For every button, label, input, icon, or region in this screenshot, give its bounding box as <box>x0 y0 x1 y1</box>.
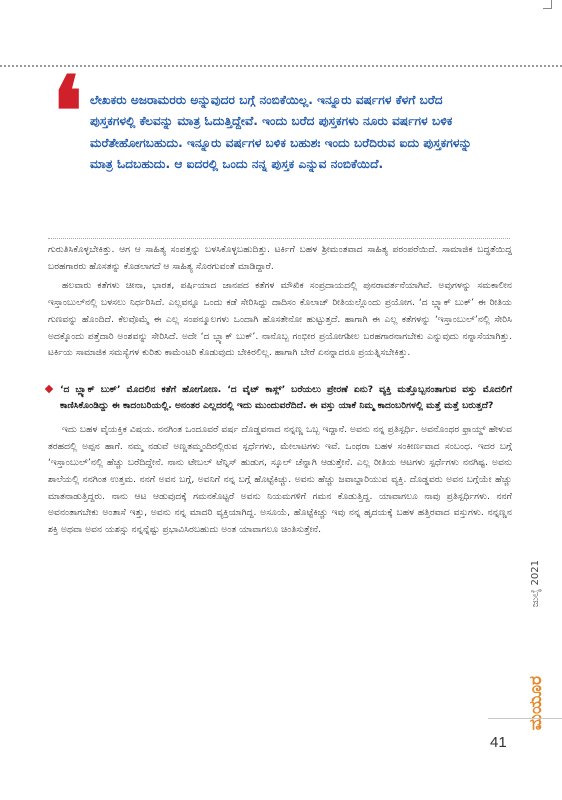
magazine-logo: ಮಯೂರ <box>526 675 546 730</box>
quote-mark-icon: ❛ <box>52 55 83 168</box>
side-masthead <box>521 560 551 730</box>
paragraph: ಗುರುತಿಸಿಕೊಳ್ಳಬೇಕಿತ್ತು. ಆಗ ಆ ಸಾಹಿತ್ಯ ಸಂಪತ್ತನ್ನು ಬಳಸಿಕೊಳ್ಳಬಹುದಿತ್ತು. ಟರ್ಕಿಗೆ ಬಹಳ ಶ್ರೀಮಂತವಾದ ಸಾಹಿತ್ಯ ಪರಂಪರೆಯಿದೆ. ಸಾಮಾಜಿಕ ಬದ್ಧತೆಯಿದ್ದ ಬರಹಗಾರರು ಹೊಸತನ್ನು ಕೊಡಲಾಗದೆ ಆ ಸಾಹಿತ್ಯ ಸೊರಗುವಂತೆ ಮಾಡಿದ್ದಾರೆ. <box>48 244 512 272</box>
paragraph: ಇದು ಬಹಳ ವೈಯಕ್ತಿಕ ವಿಷಯ. ನನಗಿಂತ ಒಂದೂವರೆ ವರ್ಷ ದೊಡ್ಡವನಾದ ನನ್ನಣ್ಣ ಒಬ್ಬ ಇದ್ದಾನೆ. ಅವನು ನನ್ನ ಪ್ರತಿಸ್ಪರ್ಧಿ. ಅವನೊಂಥರ ಫ್ರಾಯ್ಡ್ ಹೇಳುವ ತರಹದಲ್ಲಿ ಅಪ್ಪನ ಹಾಗೆ. ನಮ್ಮ ನಡುವೆ ಅಣ್ಣತಮ್ಮಂದಿರಲ್ಲಿರುವ ಸ್ಪರ್ಧೆಗಳು, ಮೇಲಾಟಗಳು ಇವೆ. ಒಂಥರಾ ಬಹಳ ಸಂಕೀರ್ಣವಾದ ಸಂಬಂಧ. ಇದರ ಬಗ್ಗೆ ‘ಇಸ್ತಾಂಬುಲ್’ನಲ್ಲಿ ಹೆಚ್ಚು ಬರೆದಿದ್ದೇನೆ. ನಾನು ಟೇಬಲ್ ಟೆನ್ನಿಸ್ ಹುಡುಗ, ಸ್ಕೂಲ್ ಚೆನ್ನಾಗಿ ಆಡುತ್ತೇನೆ. ಎಲ್ಲ ರೀತಿಯ ಆಟಗಳು ಸ್ಪರ್ಧೆಗಳು ನನಗಿಷ್ಟ. ಅವನು ಶಾಲೆಯಲ್ಲಿ ನನಗಿಂತ ಉತ್ತಮ. ನನಗೆ ಅವನ ಬಗ್ಗೆ, ಅವನಿಗೆ ನನ್ನ ಬಗ್ಗೆ ಹೊಟ್ಟೆಕಿಚ್ಚು. ಅವನು ಹೆಚ್ಚು ಜವಾಬ್ದಾರಿಯುವ ವ್ಯಕ್ತಿ. ದೊಡ್ಡವರು ಅವನ ಬಗ್ಗೆಯೇ ಹೆಚ್ಚು ಮಾತನಾಡುತ್ತಿದ್ದರು. ನಾನು ಆಟ ಆಡುವುದಕ್ಕೆ ಗಮನಕೊಟ್ಟರೆ ಅವನು ನಿಯಮಗಳಿಗೆ ಗಮನ ಕೊಡುತ್ತಿದ್ದ. ಯಾವಾಗಲೂ ನಾವು ಪ್ರತಿಸ್ಪರ್ಧಿಗಳು. ನನಗೆ ಅವನಂತಾಗಬೇಕು ಅಂತಾಸೆ ಇತ್ತು, ಅವನು ನನ್ನ ಮಾದರಿ ವ್ಯಕ್ತಿಯಾಗಿದ್ದ. ಅಸೂಯೆ, ಹೊಟ್ಟೆಕಿಚ್ಚು ಇವು ನನ್ನ ಹೃದಯಕ್ಕೆ ಬಹಳ ಹತ್ತಿರವಾದ ವಸ್ತುಗಳು. ನನ್ನಣ್ಣನ ಶಕ್ತಿ ಅಥವಾ ಅವನ ಯಶಸ್ಸು ನನ್ನನ್ನೆಷ್ಟು ಪ್ರಭಾವಿಸಿರಬಹುದು ಅಂತ ಯಾವಾಗಲೂ ಚಿಂತಿಸುತ್ತೇನೆ. <box>48 423 512 536</box>
dotted-divider <box>0 65 562 67</box>
crop-mark <box>543 0 552 9</box>
question-text: ‘ದ ಬ್ಲ್ಯಾಕ್ ಬುಕ್’ ಮೊದಲಿನ ಕತೆಗೆ ಹೋಗೋಣ. ‘ದ ವೈಟ್ ಕಾಸ್ಲ್’ ಬರೆಯಲು ಪ್ರೇರಣೆ ಏನು? ವ್ಯಕ್ತಿ ಮತ್ತೊಬ್ಬನಂತಾಗುವ ವಸ್ತು ಮೊದಲಿಗೆ ಕಾಣಿಸಿಕೊಂಡಿದ್ದು ಈ ಕಾದಂಬರಿಯಲ್ಲಿ. ಅನಂತರ ಎಲ್ಲದರಲ್ಲಿ ಇದು ಮುಂದುವರೆದಿದೆ. ಈ ವಸ್ತು ಯಾಕೆ ನಿಮ್ಮ ಕಾದಂಬರಿಗಳಲ್ಲಿ ಮತ್ತೆ ಮತ್ತೆ ಬರುತ್ತದೆ? <box>60 383 512 412</box>
page-number-rule <box>488 718 562 719</box>
page-number: 41 <box>490 734 507 751</box>
diamond-bullet-icon <box>45 385 53 393</box>
issue-date: ಜುಲೈ 2021 <box>530 560 541 608</box>
interview-question <box>48 382 512 415</box>
pull-quote: ಲೇಖಕರು ಅಜರಾಮರರು ಅನ್ನುವುದರ ಬಗ್ಗೆ ನಂಬಿಕೆಯಿಲ್ಲ. ಇನ್ನೂರು ವರ್ಷಗಳ ಕೆಳಗೆ ಬರೆದ ಪುಸ್ತಕಗಳಲ್ಲಿ ಕೆಲವನ್ನು ಮಾತ್ರ ಓದುತ್ತಿದ್ದೇವೆ. ಇಂದು ಬರೆದ ಪುಸ್ತಕಗಳು ನೂರು ವರ್ಷಗಳ ಬಳಿಕ ಮರೆತೇಹೋಗಬಹುದು. ಇನ್ನೂರು ವರ್ಷಗಳ ಬಳಿಕ ಬಹುಶಃ ಇಂದು ಬರೆದಿರುವ ಐದು ಪುಸ್ತಕಗಳನ್ನು ಮಾತ್ರ ಓದಬಹುದು. ಆ ಐದರಲ್ಲಿ ಒಂದು ನನ್ನ ಪುಸ್ತಕ ಎನ್ನುವ ನಂಬಿಕೆಯಿದೆ. <box>90 93 472 171</box>
pull-quote-divider <box>48 238 510 239</box>
article-body <box>48 242 512 539</box>
paragraph: ಹಲವಾರು ಕತೆಗಳು ಚೀನಾ, ಭಾರತ, ಪರ್ಷಿಯಾದ ಜಾನಪದ ಕತೆಗಳ ಮೌಖಿಕ ಸಂಪ್ರದಾಯದಲ್ಲಿ ಪುನರಾವರ್ತನೆಯಾಗಿವೆ. ಅವುಗಳನ್ನು ಸಮಕಾಲೀನ ಇಸ್ತಾಂಬುಲ್‌ನಲ್ಲಿ ಬಳಸಲು ನಿರ್ಧರಿಸಿದೆ. ಎಲ್ಲವನ್ನೂ ಒಂದು ಕಡೆ ಸೇರಿಸಿದ್ದು ದಾದಿಸಂ ಕೊಲಾಜ್ ರೀತಿಯಲ್ಲೊಂದು ಪ್ರಯೋಗ. ‘ದ ಬ್ಲ್ಯಾಕ್ ಬುಕ್’ ಈ ರೀತಿಯ ಗುಣವನ್ನು ಹೊಂದಿದೆ. ಕೆಲವೊಮ್ಮೆ ಈ ಎಲ್ಲ ಸಂಪನ್ಮೂಲಗಳು ಒಂದಾಗಿ ಹೊಸತೇನೋ ಹುಟ್ಟುತ್ತದೆ. ಹಾಗಾಗಿ ಈ ಎಲ್ಲ ಕತೆಗಳನ್ನು ‘ಇಸ್ತಾಂಬುಲ್’ನಲ್ಲಿ ಸೇರಿಸಿ ಅದಕ್ಕೊಂದು ಪತ್ತೆದಾರಿ ಅಂಶವನ್ನು ಸೇರಿಸಿದೆ. ಅದೇ ‘ದ ಬ್ಲ್ಯಾಕ್ ಬುಕ್’. ನಾನೊಬ್ಬ ಗಂಭೀರ ಪ್ರಯೋಗಶೀಲ ಬರಹಗಾರನಾಗಬೇಕು ಎನ್ನುವುದು ನನ್ನಾಸೆಯಾಗಿತ್ತು. ಟರ್ಕಿಯ ಸಾಮಾಜಿಕ ಸಮಸ್ಯೆಗಳ ಕುರಿತು ಕಾಮೆಂಟರಿ ಕೊಡುವುದು ಬೇಕಿರಲಿಲ್ಲ. ಹಾಗಾಗಿ ಬೇರೆ ಏನನ್ನಾದರೂ ಪ್ರಯತ್ನಿಸಬೇಕಿತ್ತು. <box>48 280 512 359</box>
